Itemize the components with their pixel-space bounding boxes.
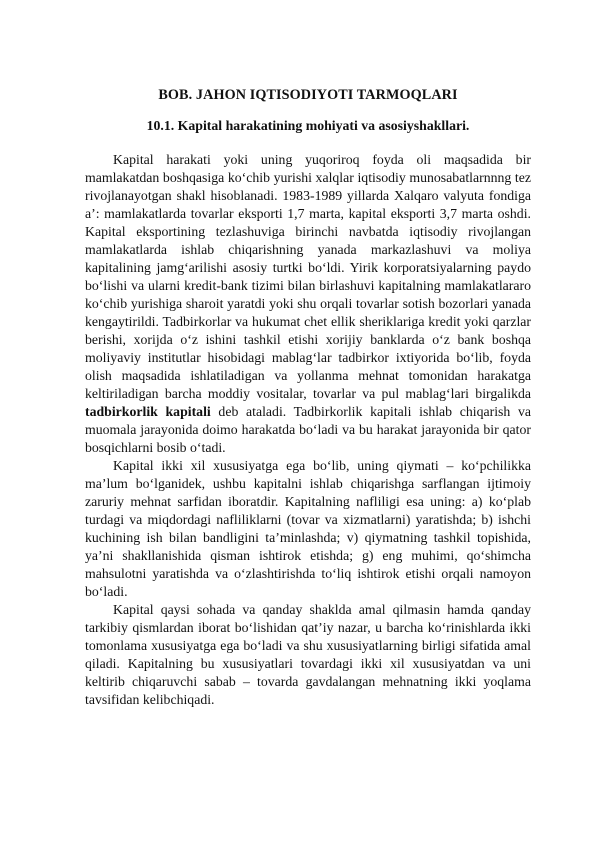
paragraph-1-text: Kapital harakati yoki uning yuqoriroq foyda oli maqsadida bir mamlakatdan boshqasiga ko‘chib yurishi xalqlar iqtisodiy munosabatlarnnng tez rivojlanayotgan shakl hisoblanadi. 1983-1989 yillarda Xalqaro valyuta fondiga a’: mamlakatlarda tovarlar eksporti 1,7 marta, kapital eksporti 3,7 marta oshdi. Kapital eksportining tezlashuviga birinchi navbatda iqtisodiy rivojlangan mamlakatlarda ishlab chiqarishning yanada markazlashuvi va moliya kapitalining jamg‘arilishi asosiy turtki bo‘ldi. Yirik korporatsiyalarning paydo bo‘lishi va ularni kredit-bank tizimi bilan birlashuvi kapitalning mamlakatlararo ko‘chib yurishiga sharoit yaratdi yoki shu orqali tovarlar sotish bozorlari yanada kengaytirildi. Tadbirkorlar va hukumat chet ellik sheriklariga kredit yoki qarzlar berishi, xorijda o‘z ishini tashkil etishi xorijiy banklarda o‘z bank boshqa moliyaviy institutlar hisobidagi mablag‘lar tadbirkor ixtiyorida bo‘lib, foyda olish maqsadida ishlatiladigan va yollanma mehnat tomonidan harakatga keltiriladigan barcha moddiy vositalar, tovarlar va pul mablag‘lari birgalikda [85, 152, 531, 401]
paragraph-1 [85, 151, 531, 457]
paragraph-2 [85, 457, 531, 601]
paragraph-3 [85, 601, 531, 709]
document-page [85, 86, 531, 709]
paragraph-3-text: Kapital qaysi sohada va qanday shaklda amal qilmasin hamda qanday tarkibiy qismlardan iborat bo‘lishidan qat’iy nazar, u barcha ko‘rinishlarda ikki tomonlama xususiyatga ega bo‘ladi va shu xususiyatlarning birligi sifatida amal qiladi. Kapitalning bu xususiyatlari tovardagi ikki xil xususiyatdan va uni keltirib chiqaruvchi sabab – tovarda gavdalangan mehnatning ikki yoqlama tavsifidan kelibchiqadi. [85, 602, 531, 707]
paragraph-1-bold-term: tadbirkorlik kapitali [85, 404, 211, 419]
chapter-title: BOB. JAHON IQTISODIYOTI TARMOQLARI [158, 87, 458, 103]
paragraph-1-text-end: deb ataladi. Tadbirkorlik kapitali ishlab chiqarish va muomala jarayonida doimo harakatda bo‘ladi va bu harakat jarayonida bir qator bosqichlarni bosib o‘tadi. [85, 404, 531, 455]
paragraph-2-text: Kapital ikki xil xususiyatga ega bo‘lib, uning qiymati – ko‘pchilikka ma’lum bo‘lganidek, ushbu kapitalni ishlab chiqarishga sarflangan ijtimoiy zaruriy mehnat sarfidan iboratdir. Kapitalning nafliligi esa uning: a) ko‘plab turdagi va miqdordagi nafliliklarni (tovar va xizmatlarni) yaratishda; b) ishchi kuchining ish bilan bandligini ta’minlashda; v) qiymatning tashkil topishida, ya’ni shakllanishida qisman ishtirok etishda; g) eng muhimi, qo‘shimcha mahsulotni yaratishda va o‘zlashtirishda to‘liq ishtirok etishi orqali namoyon bo‘ladi. [85, 458, 531, 599]
section-title: 10.1. Kapital harakatining mohiyati va asosiyshakllari. [146, 118, 470, 133]
